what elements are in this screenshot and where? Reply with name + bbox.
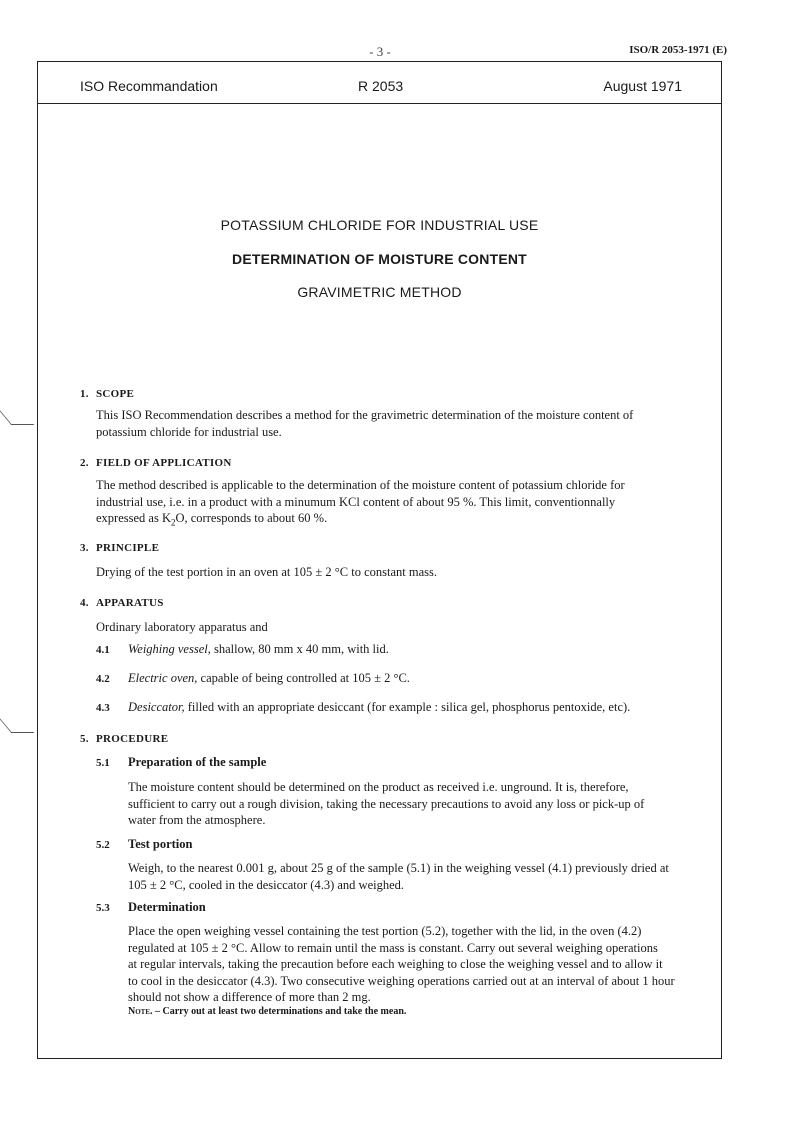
subsection-heading-determination: 5.3 Determination <box>96 900 206 914</box>
apparatus-item: 4.1 Weighing vessel, shallow, 80 mm x 40 mm, with lid. <box>96 642 389 656</box>
section-heading-scope: 1. SCOPE <box>80 388 135 400</box>
section-heading-apparatus: 4. APPARATUS <box>80 597 164 609</box>
title-line-3: GRAVIMETRIC METHOD <box>297 284 462 300</box>
scope-text: This ISO Recommendation describes a method for the gravimetric determination of the moisture content of potassium chloride for industrial use. <box>96 408 634 439</box>
section-heading-principle: 3. PRINCIPLE <box>80 542 160 554</box>
organization-label: ISO Recommandation <box>80 78 218 94</box>
apparatus-intro: Ordinary laboratory apparatus and <box>96 620 268 634</box>
title-line-2: DETERMINATION OF MOISTURE CONTENT <box>232 251 527 267</box>
title-line-1: POTASSIUM CHLORIDE FOR INDUSTRIAL USE <box>220 217 539 233</box>
apparatus-item: 4.2 Electric oven, capable of being controlled at 105 ± 2 °C. <box>96 671 410 685</box>
test-portion-text: Weigh, to the nearest 0.001 g, about 25 g of the sample (5.1) in the weighing vessel (4.1) previously dried at 105 ± 2 °C, cooled in the desiccator (4.3) and weighed. <box>128 861 669 892</box>
note: Note. – Carry out at least two determinations and take the mean. <box>128 1006 407 1017</box>
document-header <box>38 62 721 104</box>
section-heading-procedure: 5. PROCEDURE <box>80 733 169 745</box>
field-text: The method described is applicable to the determination of the moisture content of potassium chloride for industrial use, i.e. in a product with a minumum KCl content of about 95 %. This limit, conventionnally expressed as $K_2O$, corresponds to about 60 %. <box>96 478 625 528</box>
recommendation-number: R 2053 <box>358 78 404 94</box>
subsection-heading-sample: 5.1 Preparation of the sample <box>96 755 267 769</box>
sample-text: The moisture content should be determined on the product as received i.e. unground. It is, therefore, sufficient to carry out a rough division, taking the necessary precautions to avoid any loss or pick-up of water from the atmosphere. <box>128 780 645 827</box>
margin-mark <box>0 718 34 733</box>
subsection-heading-test-portion: 5.2 Test portion <box>96 837 193 851</box>
principle-text: Drying of the test portion in an oven at 105 ± 2 °C to constant mass. <box>96 565 437 579</box>
margin-mark <box>0 410 34 425</box>
page-frame <box>37 61 722 1059</box>
page-number: - 3 - <box>369 44 391 59</box>
determination-text: Place the open weighing vessel containing the test portion (5.2), together with the lid, in the oven (4.2) regulated at 105 ± 2 °C. Allow to remain until the mass is constant. Carry out several weighing operations at regular intervals, taking the precaution before each weighing to close the weighing vessel and to allow it to cool in the desiccator (4.3). Two consecutive weighing operations carried out at an interval of about 1 hour should not show a difference of more than 2 mg. <box>128 924 675 1004</box>
document-reference: ISO/R 2053-1971 (E) <box>629 44 727 56</box>
apparatus-item: 4.3 Desiccator, filled with an appropriate desiccant (for example : silica gel, phosphorus pentoxide, etc). <box>96 700 631 714</box>
publication-date: August 1971 <box>603 78 682 94</box>
section-heading-field: 2. FIELD OF APPLICATION <box>80 457 232 469</box>
